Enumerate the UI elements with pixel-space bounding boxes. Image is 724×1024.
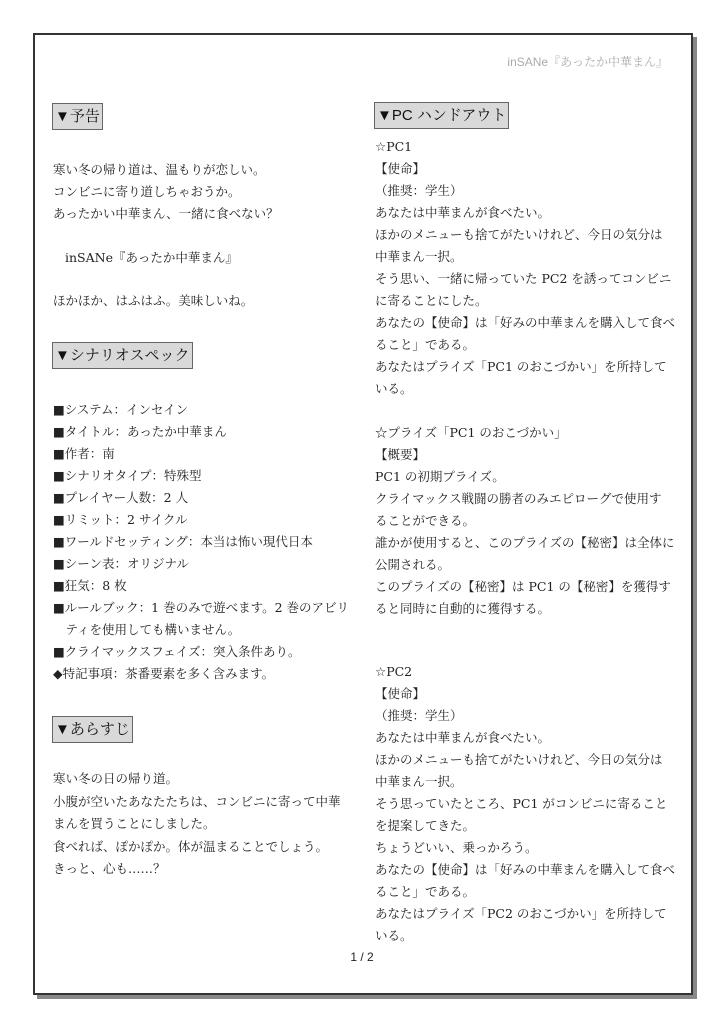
text-line: そう思っていたところ、PC1 がコンビニに寄ること [375,796,668,811]
text-line: あなたは中華まんが食べたい。 [375,730,551,745]
text-line: ほかのメニューも捨てがたいけれど、今日の気分は [375,227,663,242]
text-line: ■作者：南 [53,446,115,461]
text-line: 【使命】 [375,686,426,701]
text-line: ■リミット：2 サイクル [53,512,188,527]
text-line: いる。 [375,381,413,396]
teaser-closing [53,290,253,312]
text-line: PC1 の初期プライズ。 [375,469,505,484]
text-line: ■プレイヤー人数：2 人 [53,490,189,505]
section-heading-handout: ▼PC ハンドアウト [374,102,509,129]
text-line: 寒い冬の日の帰り道。 [53,771,179,786]
text-line: 公開される。 [375,557,451,572]
text-line: このプライズの【秘密】は PC1 の【秘密】を獲得す [375,579,671,594]
text-line: ちょうどいい、乗っかろう。 [375,840,538,855]
text-line: ■システム：インセイン [53,402,189,417]
section-heading-teaser: ▼予告 [52,103,103,130]
text-line: ると同時に自動的に獲得する。 [375,601,551,616]
spec-list [53,399,349,685]
text-line: あなたの【使命】は「好みの中華まんを購入して食べ [375,315,676,330]
running-header: inSANe『あったか中華まん』 [507,55,668,69]
page-number: 1 / 2 [350,950,374,964]
text-line: ■狂気：8 枚 [53,578,127,593]
text-line: （推奨：学生） [375,183,463,198]
text-line: コンビニに寄り道しちゃおうか。 [53,184,241,199]
text-line: ほかほか、はふはふ。美味しいね。 [53,293,254,308]
text-line: ■シーン表：オリジナル [53,556,189,571]
text-line: ■シナリオタイプ：特殊型 [53,468,202,483]
text-line: ほかのメニューも捨てがたいけれど、今日の気分は [375,752,663,767]
teaser-title-line [65,247,238,269]
text-line: 中華まん一択。 [375,774,463,789]
text-line: あなたはプライズ「PC1 のおこづかい」を所持して [375,359,667,374]
text-line: 【使命】 [375,161,426,176]
text-line: 【概要】 [375,447,426,462]
text-line: inSANe『あったか中華まん』 [65,250,238,265]
handout-prize1 [375,422,675,620]
text-line: きっと、心も……？ [53,861,166,877]
text-line: ること」である。 [375,337,476,352]
text-line: ること」である。 [375,884,476,899]
text-line: ◆特記事項：茶番要素を多く含みます。 [53,666,275,681]
text-line: ティを使用しても構いません。 [53,622,241,637]
synopsis-text [53,768,341,881]
handout-pc1 [375,136,675,400]
text-line: いる。 [375,928,413,943]
text-line: を提案してきた。 [375,818,476,833]
text-line: 食べれば、ぽかぽか。体が温まることでしょう。 [53,838,329,854]
handout-pc2 [375,661,675,947]
text-line: ることができる。 [375,513,476,528]
section-heading-spec: ▼シナリオスペック [52,342,193,369]
text-line: ☆プライズ「PC1 のおこづかい」 [375,425,567,440]
text-line: クライマックス戦闘の勝者のみエピローグで使用す [375,491,662,506]
text-line: あなたはプライズ「PC2 のおこづかい」を所持して [375,906,667,921]
text-line: そう思い、一緒に帰っていた PC2 を誘ってコンビニ [375,271,672,286]
text-line: に寄ることにした。 [375,293,488,308]
text-line: あなたは中華まんが食べたい。 [375,205,551,220]
text-line: ☆PC2 [375,664,413,679]
text-line: 誰かが使用すると、このプライズの【秘密】は全体に [375,535,675,550]
text-line: （推奨：学生） [375,708,463,723]
text-line: 寒い冬の帰り道は、温もりが恋しい。 [53,162,266,177]
text-line: ■タイトル：あったか中華まん [53,424,227,439]
text-line: 中華まん一択。 [375,249,463,264]
text-line: ■ルールブック：1 巻のみで遊べます。2 巻のアビリ [53,600,350,615]
text-line: ■ワールドセッティング：本当は怖い現代日本 [53,534,313,549]
teaser-text [53,159,279,225]
text-line: 小腹が空いたあなたたちは、コンビニに寄って中華 [53,793,341,809]
section-heading-synopsis: ▼あらすじ [52,716,133,743]
text-line: あなたの【使命】は「好みの中華まんを購入して食べ [375,862,676,877]
text-line: あったかい中華まん、一緒に食べない？ [53,206,279,221]
text-line: まんを買うことにしました。 [53,816,216,832]
text-line: ■クライマックスフェイズ：突入条件あり。 [53,644,301,659]
text-line: ☆PC1 [375,139,413,154]
